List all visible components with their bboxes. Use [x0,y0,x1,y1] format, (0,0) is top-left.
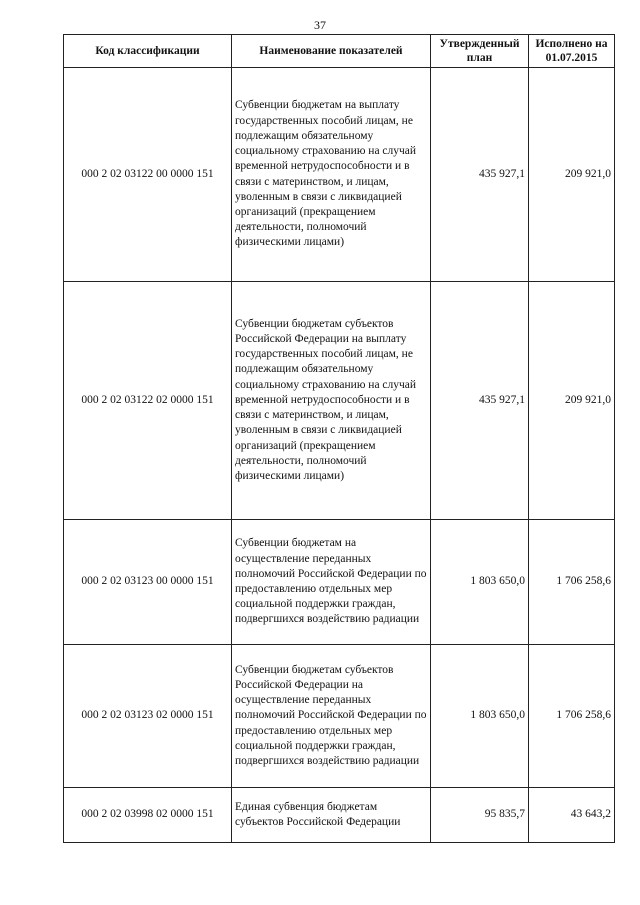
row-done: 43 643,2 [529,788,615,843]
table-row [64,282,615,520]
row-done: 209 921,0 [529,68,615,282]
row-done: 209 921,0 [529,282,615,520]
table-row [64,645,615,788]
table-header-row [64,35,615,68]
row-done: 1 706 258,6 [529,645,615,788]
header-plan: Утвержденный план [431,35,529,68]
row-plan: 1 803 650,0 [431,645,529,788]
table-row [64,788,615,843]
header-done: Исполнено на 01.07.2015 [529,35,615,68]
row-name: Единая субвенция бюджетам субъектов Российской Федерации [232,788,431,843]
row-done: 1 706 258,6 [529,520,615,645]
row-name: Субвенции бюджетам субъектов Российской Федерации на осуществление переданных полномочий Российской Федерации по предоставлению отдельных мер социальной поддержки граждан, подвергшихся воздействию радиации [232,645,431,788]
row-code: 000 2 02 03122 02 0000 151 [64,282,232,520]
row-name: Субвенции бюджетам на выплату государственных пособий лицам, не подлежащим обязательному социальному страхованию на случай временной нетрудоспособности и в связи с материнством, и лицам, уволенным в связи с ликвидацией организаций (прекращением деятельности, полномочий физическими лицами) [232,68,431,282]
row-code: 000 2 02 03998 02 0000 151 [64,788,232,843]
row-name: Субвенции бюджетам субъектов Российской Федерации на выплату государственных пособий лицам, не подлежащим обязательному социальному страхованию на случай временной нетрудоспособности и в связи с материнством, и лицам, уволенным в связи с ликвидацией организаций (прекращением деятельности, полномочий физическими лицами) [232,282,431,520]
row-code: 000 2 02 03122 00 0000 151 [64,68,232,282]
row-name: Субвенции бюджетам на осуществление переданных полномочий Российской Федерации по предоставлению отдельных мер социальной поддержки граждан, подвергшихся воздействию радиации [232,520,431,645]
row-plan: 435 927,1 [431,68,529,282]
row-code: 000 2 02 03123 02 0000 151 [64,645,232,788]
row-code: 000 2 02 03123 00 0000 151 [64,520,232,645]
page-number: 37 [314,18,326,32]
budget-table [63,34,615,843]
table-row [64,68,615,282]
row-plan: 435 927,1 [431,282,529,520]
header-name: Наименование показателей [232,35,431,68]
table-row [64,520,615,645]
row-plan: 95 835,7 [431,788,529,843]
header-code: Код классификации [64,35,232,68]
row-plan: 1 803 650,0 [431,520,529,645]
